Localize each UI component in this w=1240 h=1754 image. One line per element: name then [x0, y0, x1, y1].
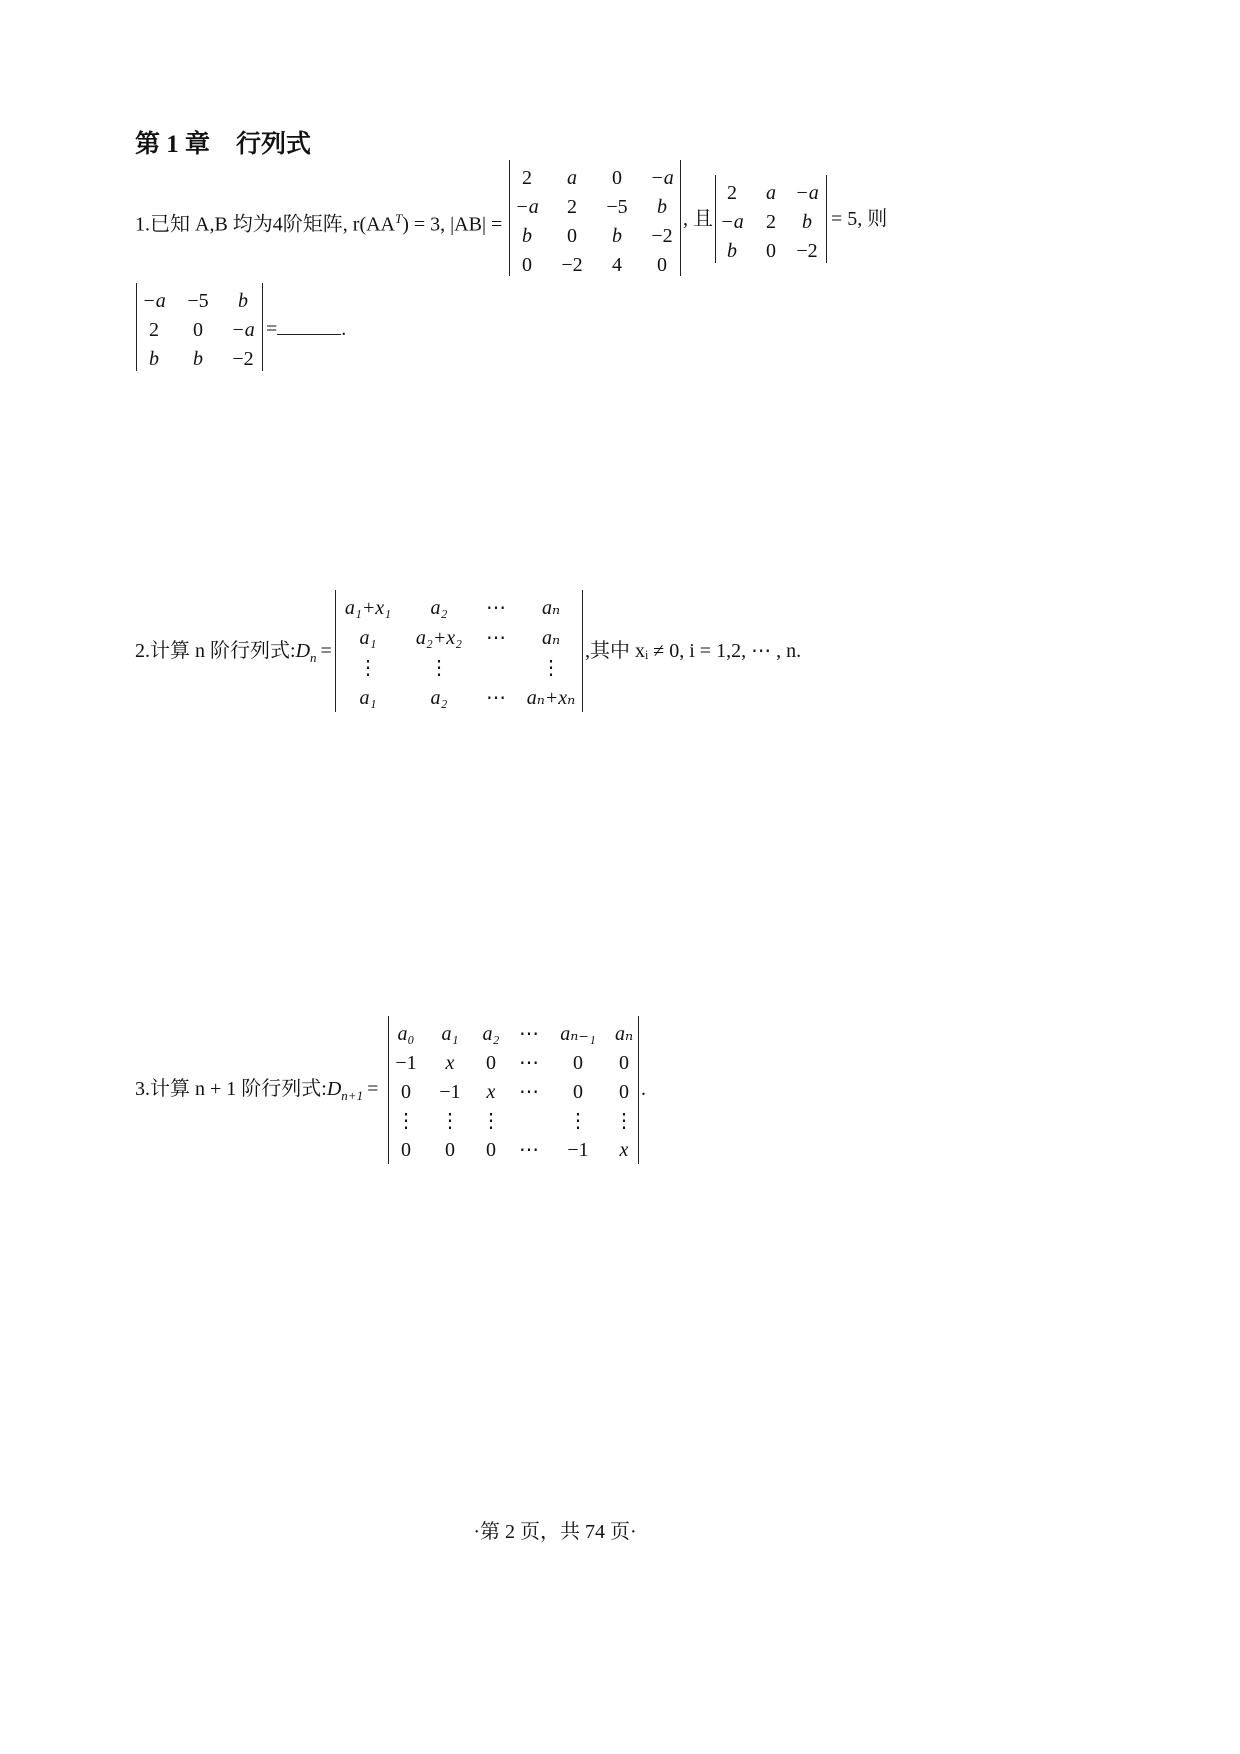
q1-answer-line — [266, 316, 346, 341]
det-cell: x — [619, 1139, 629, 1161]
det-cell: a₁+x₁ — [344, 597, 392, 619]
det-cell: ⋮ — [541, 657, 561, 679]
det-cell: a₂+x₂ — [415, 627, 463, 649]
q1-det3 — [715, 175, 827, 263]
q3-lhs-sub: n+1 — [341, 1088, 364, 1103]
det-cell: 4 — [612, 254, 622, 276]
det-cell: ⋮ — [396, 1110, 416, 1132]
q3-lhs: D — [326, 1078, 342, 1100]
det-cell: a₂ — [430, 597, 448, 619]
det-cell: a₂ — [482, 1023, 500, 1045]
q1-det4 — [509, 160, 681, 276]
det-row — [336, 652, 582, 684]
det-cell: ⋮ — [568, 1110, 588, 1132]
q2-lhs: D — [295, 640, 311, 662]
det-cell: 0 — [567, 225, 577, 247]
det-row — [137, 343, 262, 375]
q2-suffix: ,其中 xᵢ ≠ 0, i = 1,2, ⋯ , n. — [585, 640, 802, 662]
det-row — [389, 1018, 638, 1050]
det-cell: 0 — [766, 240, 776, 262]
det-cell: −1 — [567, 1139, 589, 1161]
det-cell: −a — [720, 211, 744, 233]
det-cell: ⋯ — [486, 687, 506, 709]
det-row — [389, 1076, 638, 1108]
det-row — [336, 592, 582, 624]
det-row — [137, 314, 262, 346]
det-cell: 0 — [486, 1139, 496, 1161]
q1-after: = 5, 则 — [831, 208, 888, 230]
det-cell: 0 — [522, 254, 532, 276]
det-row — [389, 1047, 638, 1079]
det-cell: aₙ+xₙ — [526, 687, 576, 709]
det-row — [389, 1134, 638, 1166]
det-cell: b — [149, 348, 159, 370]
q1-prefix-line — [135, 207, 502, 237]
det-cell: 0 — [573, 1052, 583, 1074]
q3-period: . — [641, 1078, 646, 1100]
q1-equals: = — [266, 318, 278, 340]
det-cell: b — [522, 225, 532, 247]
det-cell: 0 — [657, 254, 667, 276]
det-cell: b — [612, 225, 622, 247]
det-cell: −a — [795, 182, 819, 204]
det-cell: aₙ — [541, 597, 561, 619]
det-cell: ⋯ — [519, 1081, 539, 1103]
det-cell: x — [486, 1081, 496, 1103]
det-cell: ⋯ — [519, 1023, 539, 1045]
det-cell: 0 — [193, 319, 203, 341]
det-cell: −2 — [651, 225, 673, 247]
det-cell: ⋯ — [519, 1139, 539, 1161]
det-row — [510, 162, 680, 194]
det-cell: a — [766, 182, 776, 204]
chapter-heading — [135, 124, 311, 160]
det-cell: ⋮ — [440, 1110, 460, 1132]
det-cell: aₙ — [541, 627, 561, 649]
det-cell: 2 — [149, 319, 159, 341]
det-cell: −5 — [187, 290, 209, 312]
page-footer: ·第 2 页，共 74 页· — [473, 1521, 637, 1543]
det-cell: 0 — [401, 1081, 411, 1103]
det-cell: −2 — [561, 254, 583, 276]
det-cell: 0 — [486, 1052, 496, 1074]
det-row — [336, 682, 582, 714]
det-cell: b — [238, 290, 248, 312]
det-row — [716, 177, 826, 209]
det-cell: a₀ — [397, 1023, 415, 1045]
q1-det3b — [136, 283, 263, 371]
det-cell: 2 — [727, 182, 737, 204]
det-cell: b — [193, 348, 203, 370]
det-cell: a — [567, 167, 577, 189]
det-cell: 0 — [401, 1139, 411, 1161]
det-cell: ⋯ — [519, 1052, 539, 1074]
det-cell: −a — [650, 167, 674, 189]
q3-prefix-line — [135, 1077, 378, 1108]
chapter-number: 第 1 章 — [135, 131, 211, 158]
det-cell: 0 — [619, 1052, 629, 1074]
det-cell: 2 — [567, 196, 577, 218]
det-row — [510, 220, 680, 252]
det-cell: b — [802, 211, 812, 233]
q2-equals: = — [320, 640, 332, 662]
det-cell: aₙ₋₁ — [560, 1023, 596, 1045]
det-cell: 2 — [522, 167, 532, 189]
det-cell: −2 — [796, 240, 818, 262]
q2-prefix: 2.计算 n 阶行列式: — [135, 640, 296, 662]
det-cell: a₁ — [359, 627, 377, 649]
q1-conjunction: , 且 — [683, 208, 713, 230]
det-cell: −1 — [439, 1081, 461, 1103]
det-cell: 0 — [573, 1081, 583, 1103]
det-cell: aₙ — [614, 1023, 634, 1045]
det-cell: −a — [515, 196, 539, 218]
q3-prefix: 3.计算 n + 1 阶行列式: — [135, 1078, 327, 1100]
det-row — [510, 191, 680, 223]
det-cell: a₂ — [430, 687, 448, 709]
det-cell: b — [727, 240, 737, 262]
det-cell: b — [657, 196, 667, 218]
det-cell: −2 — [232, 348, 254, 370]
det-row — [716, 206, 826, 238]
q1-period: . — [341, 318, 347, 340]
det-cell: ⋮ — [358, 657, 378, 679]
det-cell: x — [445, 1052, 455, 1074]
q1-mid: ) = 3, |AB| = — [402, 213, 503, 236]
det-row — [716, 235, 826, 267]
det-row — [137, 285, 262, 317]
q1-transpose-sup: T — [395, 211, 403, 226]
answer-blank — [277, 316, 341, 335]
det-cell: 0 — [445, 1139, 455, 1161]
det-row — [336, 622, 582, 654]
q1-prefix: 1.已知 A,B 均为4阶矩阵, r(AA — [135, 213, 395, 236]
q3-equals: = — [367, 1078, 379, 1100]
det-row — [510, 249, 680, 281]
det-cell: −a — [142, 290, 166, 312]
chapter-title: 行列式 — [236, 131, 312, 158]
det-cell: ⋯ — [486, 627, 506, 649]
det-cell: ⋯ — [486, 597, 506, 619]
det-cell: 0 — [612, 167, 622, 189]
q2-lhs-sub: n — [310, 650, 317, 665]
det-cell: ⋮ — [614, 1110, 634, 1132]
det-cell: −1 — [395, 1052, 417, 1074]
det-cell: −5 — [606, 196, 628, 218]
det-cell: 2 — [766, 211, 776, 233]
det-cell: 0 — [619, 1081, 629, 1103]
q3-det — [388, 1016, 639, 1164]
det-cell: a₁ — [441, 1023, 459, 1045]
det-cell: −a — [231, 319, 255, 341]
det-cell: ⋮ — [481, 1110, 501, 1132]
q2-prefix-line — [135, 639, 332, 670]
q2-det — [335, 590, 583, 712]
det-row — [389, 1105, 638, 1137]
det-cell: ⋮ — [429, 657, 449, 679]
det-cell: a₁ — [359, 687, 377, 709]
